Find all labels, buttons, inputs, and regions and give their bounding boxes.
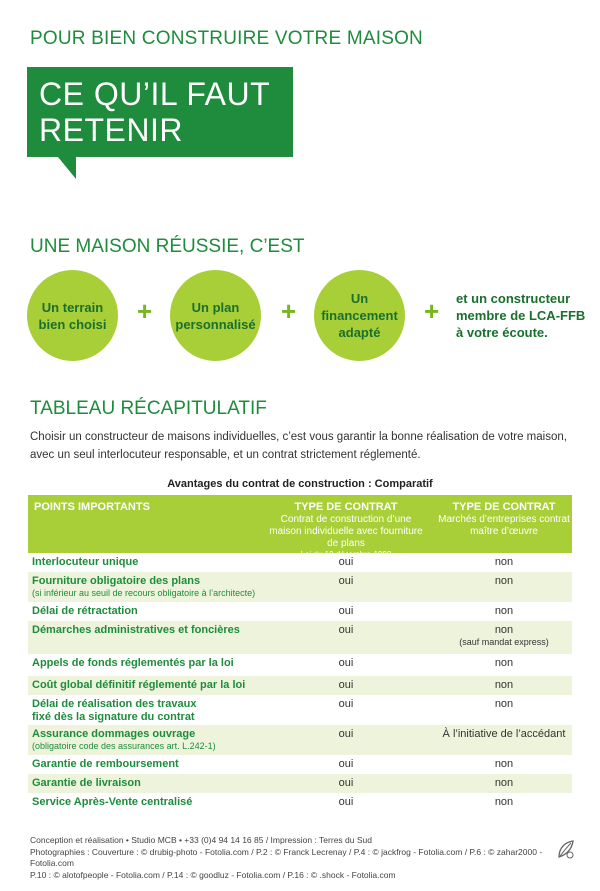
row-label-sub: (obligatoire code des assurances art. L.242-1)	[32, 741, 216, 751]
circle-plan	[170, 270, 261, 361]
table-row	[28, 553, 572, 572]
header-col1	[268, 501, 424, 560]
row-value-col1: oui	[338, 556, 354, 568]
summary-section-title: TABLEAU RÉCAPITULATIF	[30, 398, 267, 419]
table-row	[28, 602, 572, 621]
constructeur-note-line3: à votre écoute.	[456, 325, 548, 340]
table-row	[28, 793, 572, 812]
plus-sign-1: +	[137, 296, 153, 326]
row-value-col2: non	[494, 796, 514, 808]
credits-line2: Photographies : Couverture : © drubig-photo - Fotolia.com / P.2 : © Franck Lecrenay / P.4 : © jackfrog - Fotolia.com / P.6 : © zahar2000 - Fotolia.com	[30, 846, 543, 868]
header-col1-desc: Contrat de construction d’une maison individuelle avec fourniture de plans	[269, 514, 423, 549]
row-value-col1: oui	[338, 777, 354, 789]
row-label	[32, 698, 196, 724]
table-row	[28, 572, 572, 602]
circle-financement-line3: adapté	[338, 325, 381, 340]
row-label-text: Délai de réalisation des travaux	[32, 698, 197, 710]
credits	[30, 835, 560, 881]
plus-sign-3: +	[424, 296, 440, 326]
plus-sign-2: +	[281, 296, 297, 326]
header-col2-desc: Marchés d’entreprises contrat maître d’œuvre	[438, 514, 570, 537]
constructeur-note-line1: et un constructeur	[456, 291, 571, 306]
constructeur-note-line2: membre de LCA-FFB	[456, 308, 586, 323]
row-label	[32, 575, 255, 599]
row-value-col2: non	[494, 698, 514, 710]
row-label: Appels de fonds réglementés par la loi	[32, 657, 234, 669]
table-row	[28, 725, 572, 755]
circle-plan-line2: personnalisé	[175, 316, 256, 332]
table-row	[28, 755, 572, 774]
row-value-col2: non	[494, 777, 514, 789]
circle-terrain-line1: Un terrain	[41, 299, 104, 315]
table-row	[28, 621, 572, 654]
row-value-col2: À l’initiative de l’accédant	[442, 728, 566, 740]
header-col1-title: TYPE DE CONTRAT	[294, 501, 398, 513]
row-value-col1: oui	[338, 728, 354, 740]
row-label-text: Fourniture obligatoire des plans	[32, 575, 201, 587]
table-row	[28, 695, 572, 725]
circle-terrain-line2: bien choisi	[38, 316, 107, 332]
row-label-text: Assurance dommages ouvrage	[32, 728, 196, 740]
row-value-col2-text: non	[494, 624, 514, 636]
row-label: Garantie de livraison	[32, 777, 141, 789]
table-row	[28, 774, 572, 793]
table-row	[28, 654, 572, 676]
row-value-col1: oui	[338, 796, 354, 808]
row-value-col2: non	[494, 657, 514, 669]
row-value-col1: oui	[338, 679, 354, 691]
row-label	[32, 728, 216, 752]
banner-tail	[58, 157, 76, 179]
circle-terrain	[27, 270, 118, 361]
success-section-title: UNE MAISON RÉUSSIE, C’EST	[30, 236, 305, 257]
banner-title-line2: RETENIR	[39, 112, 183, 148]
row-label: Garantie de remboursement	[32, 758, 179, 770]
imprim-vert-logo-icon	[556, 838, 576, 860]
header-col2	[436, 501, 572, 538]
row-label: Délai de rétractation	[32, 605, 138, 617]
circle-financement-line1: Un	[350, 291, 369, 306]
row-value-col1: oui	[338, 758, 354, 770]
row-value-col2: non	[494, 605, 514, 617]
table-row	[28, 676, 572, 695]
header-col2-title: TYPE DE CONTRAT	[452, 501, 556, 513]
summary-intro: Choisir un constructeur de maisons individuelles, c’est vous garantir la bonne réalisation de votre maison, avec un seul interlocuteur responsable, et un contrat strictement réglementé.	[30, 431, 567, 461]
comparison-table	[28, 495, 572, 812]
row-value-col2: non	[494, 679, 514, 691]
row-label: Coût global définitif réglementé par la loi	[32, 679, 246, 691]
row-value-col1: oui	[338, 575, 354, 587]
row-value-col1: oui	[338, 624, 354, 636]
row-label: Service Après-Vente centralisé	[32, 796, 193, 808]
row-value-col1: oui	[338, 605, 354, 617]
row-value-col2: non	[494, 556, 514, 568]
header-points: POINTS IMPORTANTS	[34, 501, 150, 513]
banner-title-line1: CE QU’IL FAUT	[39, 76, 271, 112]
credits-line1: Conception et réalisation • Studio MCB • +33 (0)4 94 14 16 85 / Impression : Terres du Sud	[30, 835, 372, 845]
row-value-col1: oui	[338, 657, 354, 669]
row-label: Interlocuteur unique	[32, 556, 139, 568]
header-col1-law: Loi du 19 décembre 1990	[300, 550, 392, 559]
table-header	[28, 495, 572, 559]
row-label-sub: (si inférieur au seuil de recours obligatoire à l’architecte)	[32, 588, 256, 598]
banner	[27, 67, 293, 157]
circle-financement-line2: financement	[321, 308, 398, 323]
row-value-col2-sub: (sauf mandat express)	[459, 637, 549, 647]
row-label-text-line2: fixé dès la signature du contrat	[32, 711, 195, 723]
row-value-col1: oui	[338, 698, 354, 710]
constructeur-note	[456, 290, 585, 341]
top-title: POUR BIEN CONSTRUIRE VOTRE MAISON	[30, 28, 423, 49]
row-value-col2: non	[494, 575, 514, 587]
row-label: Démarches administratives et foncières	[32, 624, 240, 636]
circle-financement	[314, 270, 405, 361]
row-value-col2: non	[494, 758, 514, 770]
row-value-col2	[436, 624, 572, 648]
credits-line3: P.10 : © alotofpeople - Fotolia.com / P.14 : © goodluz - Fotolia.com / P.16 : © .shock - Fotolia.com	[30, 869, 396, 880]
banner-title	[39, 76, 270, 148]
table-caption: Avantages du contrat de construction : Comparatif	[167, 478, 433, 490]
circle-plan-line1: Un plan	[191, 299, 240, 315]
